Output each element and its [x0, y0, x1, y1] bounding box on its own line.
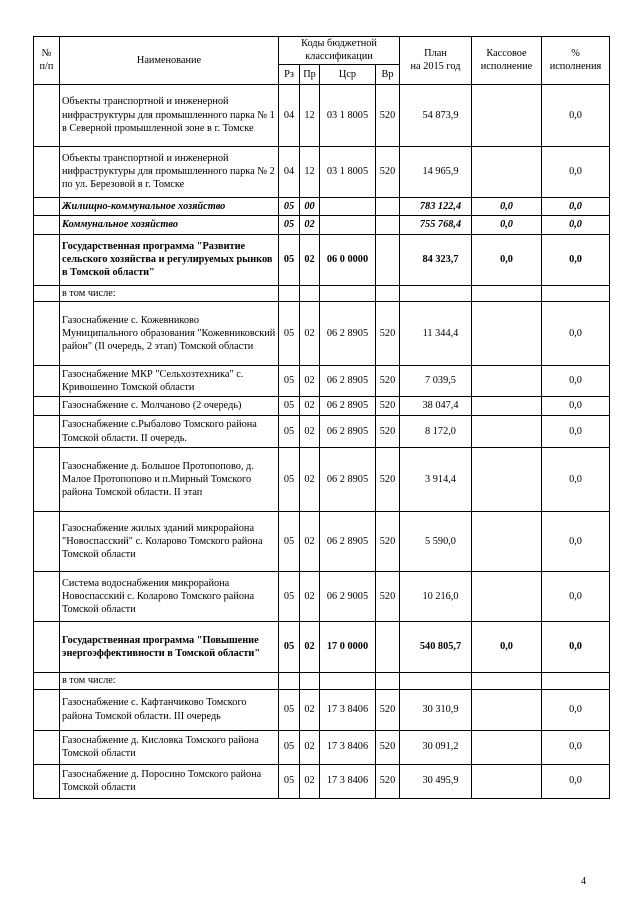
cell-rz: 05 — [279, 572, 300, 622]
cell-vr — [376, 234, 400, 285]
cell-vr: 520 — [376, 397, 400, 416]
cell-plan: 30 091,2 — [400, 730, 472, 764]
cell-name: Система водоснабжения микрорайона Новоспасский с. Коларово Томского района Томской области — [60, 572, 279, 622]
cell-pr: 02 — [300, 730, 320, 764]
cell-num — [34, 146, 60, 197]
cell-name: Жилищно-коммунальное хозяйство — [60, 197, 279, 215]
cell-rz: 05 — [279, 302, 300, 366]
cell-rz: 05 — [279, 366, 300, 397]
cell-plan: 540 805,7 — [400, 622, 472, 673]
cell-csr: 06 0 0000 — [320, 234, 376, 285]
cell-name: в том числе: — [60, 673, 279, 689]
cell-rz: 05 — [279, 448, 300, 512]
header-name-text: Наименование — [136, 54, 202, 66]
cell-pct: 0,0 — [542, 302, 610, 366]
cell-pr: 02 — [300, 397, 320, 416]
cell-rz: 05 — [279, 689, 300, 730]
cell-pr: 02 — [300, 366, 320, 397]
cell-rz — [279, 673, 300, 689]
cell-num — [34, 448, 60, 512]
cell-num — [34, 673, 60, 689]
cell-num — [34, 215, 60, 234]
cell-name: Газоснабжение жилых зданий микрорайона "Новоспасский" с. Коларово Томского района Томской области — [60, 512, 279, 572]
cell-num — [34, 302, 60, 366]
cell-vr: 520 — [376, 448, 400, 512]
cell-pr: 02 — [300, 572, 320, 622]
cell-rz: 05 — [279, 764, 300, 798]
cell-pct: 0,0 — [542, 416, 610, 448]
header-name — [60, 37, 279, 85]
cell-kass — [472, 397, 542, 416]
cell-num — [34, 197, 60, 215]
cell-csr: 06 2 8905 — [320, 512, 376, 572]
header-plan — [400, 37, 472, 85]
cell-name: в том числе: — [60, 285, 279, 301]
cell-rz: 04 — [279, 146, 300, 197]
cell-plan — [400, 285, 472, 301]
cell-csr: 03 1 8005 — [320, 146, 376, 197]
cell-vr — [376, 285, 400, 301]
cell-pct: 0,0 — [542, 397, 610, 416]
cell-num — [34, 234, 60, 285]
cell-csr: 06 2 8905 — [320, 366, 376, 397]
cell-pct — [542, 285, 610, 301]
cell-vr: 520 — [376, 689, 400, 730]
cell-plan: 8 172,0 — [400, 416, 472, 448]
cell-vr: 520 — [376, 302, 400, 366]
cell-pct: 0,0 — [542, 215, 610, 234]
header-rz: Рз — [279, 64, 300, 84]
cell-csr: 17 3 8406 — [320, 689, 376, 730]
cell-pr: 12 — [300, 146, 320, 197]
cell-num — [34, 366, 60, 397]
cell-kass — [472, 689, 542, 730]
cell-pr: 02 — [300, 764, 320, 798]
cell-csr: 17 0 0000 — [320, 622, 376, 673]
cell-vr: 520 — [376, 366, 400, 397]
cell-plan: 38 047,4 — [400, 397, 472, 416]
table-row — [34, 197, 610, 215]
cell-plan: 3 914,4 — [400, 448, 472, 512]
cell-name: Объекты транспортной и инженерной нифраструктуры для промышленного парка № 1 в Северной промышленной зоне в г. Томске — [60, 84, 279, 146]
header-codes-text: Коды бюджетной классификации — [301, 38, 377, 63]
cell-pr — [300, 673, 320, 689]
table-row — [34, 397, 610, 416]
cell-pct: 0,0 — [542, 512, 610, 572]
cell-csr: 06 2 8905 — [320, 302, 376, 366]
cell-pr: 02 — [300, 622, 320, 673]
cell-kass: 0,0 — [472, 197, 542, 215]
table-row — [34, 146, 610, 197]
cell-kass — [472, 730, 542, 764]
cell-kass — [472, 146, 542, 197]
cell-kass — [472, 572, 542, 622]
cell-num — [34, 285, 60, 301]
cell-kass — [472, 512, 542, 572]
cell-vr — [376, 215, 400, 234]
cell-num — [34, 622, 60, 673]
cell-name: Газоснабжение д. Большое Протопопово, д. Малое Протопопово и п.Мирный Томского района Томской области. II этап — [60, 448, 279, 512]
header-pct-text: % исполнения — [549, 48, 602, 73]
cell-name: Государственная программа "Повышение энергоэффективности в Томской области" — [60, 622, 279, 673]
cell-kass — [472, 673, 542, 689]
cell-csr: 06 2 8905 — [320, 397, 376, 416]
cell-plan: 11 344,4 — [400, 302, 472, 366]
cell-plan: 84 323,7 — [400, 234, 472, 285]
cell-vr: 520 — [376, 764, 400, 798]
cell-plan: 755 768,4 — [400, 215, 472, 234]
header-pr: Пр — [300, 64, 320, 84]
header-num-text: № п/п — [39, 48, 54, 73]
cell-pct: 0,0 — [542, 197, 610, 215]
cell-pr: 00 — [300, 197, 320, 215]
cell-csr — [320, 197, 376, 215]
cell-num — [34, 689, 60, 730]
cell-pr: 02 — [300, 448, 320, 512]
table-row — [34, 730, 610, 764]
cell-kass: 0,0 — [472, 622, 542, 673]
cell-pct: 0,0 — [542, 366, 610, 397]
cell-name: Коммунальное хозяйство — [60, 215, 279, 234]
cell-name: Газоснабжение с. Молчаново (2 очередь) — [60, 397, 279, 416]
cell-rz: 05 — [279, 234, 300, 285]
header-vr: Вр — [376, 64, 400, 84]
cell-num — [34, 397, 60, 416]
cell-csr — [320, 673, 376, 689]
cell-pr: 02 — [300, 234, 320, 285]
cell-csr — [320, 215, 376, 234]
cell-pct: 0,0 — [542, 622, 610, 673]
cell-num — [34, 730, 60, 764]
table-row — [34, 689, 610, 730]
cell-pct: 0,0 — [542, 572, 610, 622]
table-row — [34, 622, 610, 673]
cell-plan: 7 039,5 — [400, 366, 472, 397]
cell-pct: 0,0 — [542, 448, 610, 512]
cell-pct — [542, 673, 610, 689]
cell-kass — [472, 366, 542, 397]
cell-kass — [472, 84, 542, 146]
cell-rz: 05 — [279, 197, 300, 215]
cell-name: Государственная программа "Развитие сельского хозяйства и регулируемых рынков в Томской области" — [60, 234, 279, 285]
header-num — [34, 37, 60, 85]
cell-pr: 02 — [300, 302, 320, 366]
cell-name: Газоснабжение с. Кафтанчиково Томского района Томской области. III очередь — [60, 689, 279, 730]
cell-name: Газоснабжение д. Поросино Томского района Томской области — [60, 764, 279, 798]
cell-num — [34, 572, 60, 622]
cell-kass: 0,0 — [472, 215, 542, 234]
cell-kass — [472, 448, 542, 512]
cell-kass — [472, 302, 542, 366]
cell-csr: 06 2 8905 — [320, 448, 376, 512]
header-pct — [542, 37, 610, 85]
cell-num — [34, 764, 60, 798]
cell-kass: 0,0 — [472, 234, 542, 285]
cell-plan — [400, 673, 472, 689]
cell-vr — [376, 673, 400, 689]
cell-rz: 05 — [279, 512, 300, 572]
table-header — [34, 37, 610, 85]
cell-plan: 54 873,9 — [400, 84, 472, 146]
cell-rz: 05 — [279, 730, 300, 764]
table-row — [34, 285, 610, 301]
cell-vr: 520 — [376, 84, 400, 146]
header-kass-text: Кассовое исполнение — [480, 48, 533, 73]
cell-vr: 520 — [376, 416, 400, 448]
budget-table — [33, 36, 610, 799]
cell-csr: 03 1 8005 — [320, 84, 376, 146]
cell-vr: 520 — [376, 572, 400, 622]
cell-pr: 02 — [300, 416, 320, 448]
table-row — [34, 448, 610, 512]
cell-csr: 06 2 9005 — [320, 572, 376, 622]
cell-vr: 520 — [376, 146, 400, 197]
cell-num — [34, 416, 60, 448]
cell-plan: 14 965,9 — [400, 146, 472, 197]
cell-pct: 0,0 — [542, 234, 610, 285]
cell-rz: 05 — [279, 397, 300, 416]
cell-kass — [472, 416, 542, 448]
cell-vr — [376, 622, 400, 673]
table-row — [34, 366, 610, 397]
cell-pr: 02 — [300, 689, 320, 730]
cell-vr: 520 — [376, 730, 400, 764]
cell-rz: 05 — [279, 416, 300, 448]
cell-pr: 02 — [300, 215, 320, 234]
cell-name: Газоснабжение МКР "Сельхозтехника" с. Кривошеино Томской области — [60, 366, 279, 397]
cell-pct: 0,0 — [542, 146, 610, 197]
cell-rz — [279, 285, 300, 301]
cell-rz: 05 — [279, 622, 300, 673]
cell-plan: 30 495,9 — [400, 764, 472, 798]
table-row — [34, 764, 610, 798]
cell-name: Газоснабжение д. Кисловка Томского района Томской области — [60, 730, 279, 764]
cell-pct: 0,0 — [542, 689, 610, 730]
cell-name: Объекты транспортной и инженерной нифраструктуры для промышленного парка № 2 по ул. Березовой в г. Томске — [60, 146, 279, 197]
table-row — [34, 234, 610, 285]
header-codes — [279, 37, 400, 65]
table-body — [34, 84, 610, 798]
cell-pct: 0,0 — [542, 84, 610, 146]
cell-pct: 0,0 — [542, 764, 610, 798]
table-row — [34, 416, 610, 448]
cell-pr: 02 — [300, 512, 320, 572]
cell-num — [34, 84, 60, 146]
table-row — [34, 512, 610, 572]
cell-pct: 0,0 — [542, 730, 610, 764]
header-csr: Цср — [320, 64, 376, 84]
cell-num — [34, 512, 60, 572]
cell-csr: 06 2 8905 — [320, 416, 376, 448]
cell-plan: 783 122,4 — [400, 197, 472, 215]
table-row — [34, 302, 610, 366]
cell-name: Газоснабжение с. Кожевниково Муниципального образования "Кожевниковский район" (II очередь, 2 этап) Томской области — [60, 302, 279, 366]
page-number: 4 — [581, 876, 586, 887]
cell-vr — [376, 197, 400, 215]
cell-plan: 30 310,9 — [400, 689, 472, 730]
cell-kass — [472, 764, 542, 798]
cell-rz: 05 — [279, 215, 300, 234]
header-plan-text: План на 2015 год — [410, 48, 461, 73]
cell-pr — [300, 285, 320, 301]
table-row — [34, 673, 610, 689]
header-kass — [472, 37, 542, 85]
cell-pr: 12 — [300, 84, 320, 146]
cell-kass — [472, 285, 542, 301]
cell-plan: 10 216,0 — [400, 572, 472, 622]
cell-rz: 04 — [279, 84, 300, 146]
table-row — [34, 84, 610, 146]
cell-plan: 5 590,0 — [400, 512, 472, 572]
cell-csr: 17 3 8406 — [320, 730, 376, 764]
cell-csr — [320, 285, 376, 301]
table-row — [34, 215, 610, 234]
cell-vr: 520 — [376, 512, 400, 572]
table-row — [34, 572, 610, 622]
cell-csr: 17 3 8406 — [320, 764, 376, 798]
cell-name: Газоснабжение с.Рыбалово Томского района Томской области. II очередь. — [60, 416, 279, 448]
